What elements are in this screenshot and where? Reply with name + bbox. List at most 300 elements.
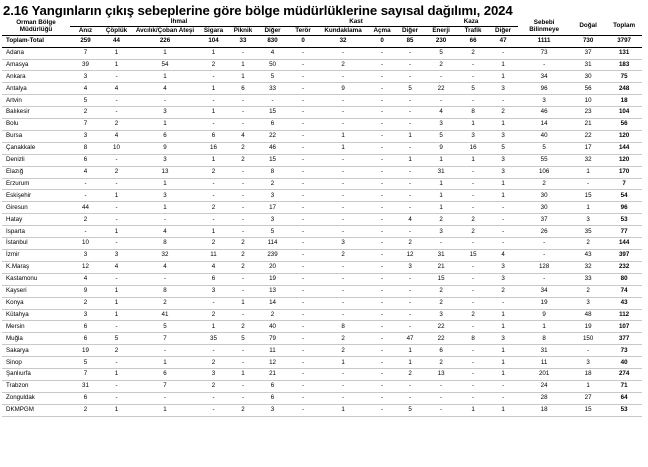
- table-cell: 3: [70, 309, 101, 321]
- table-cell: -: [424, 95, 458, 107]
- table-cell: 27: [570, 392, 606, 404]
- table-cell: 18: [606, 95, 642, 107]
- table-cell: 4: [229, 130, 257, 142]
- table-cell: -: [396, 178, 424, 190]
- table-cell: -: [488, 380, 518, 392]
- table-cell: 128: [518, 261, 570, 273]
- subheader: Açma: [368, 27, 396, 36]
- region-name: Sakarya: [2, 345, 70, 357]
- table-cell: -: [288, 202, 318, 214]
- table-cell: 7: [132, 380, 198, 392]
- table-cell: -: [229, 273, 257, 285]
- table-cell: 5: [424, 130, 458, 142]
- table-cell: -: [101, 392, 132, 404]
- table-cell: 9: [132, 142, 198, 154]
- total-cell: 259: [70, 36, 101, 48]
- table-row: [2, 345, 642, 357]
- region-name: İzmir: [2, 250, 70, 262]
- subheader: Kundaklama: [318, 27, 368, 36]
- table-cell: 1: [488, 119, 518, 131]
- table-cell: -: [396, 107, 424, 119]
- table-cell: -: [288, 273, 318, 285]
- table-cell: -: [288, 178, 318, 190]
- table-cell: 54: [132, 59, 198, 71]
- table-cell: 22: [424, 321, 458, 333]
- table-cell: 1: [229, 71, 257, 83]
- table-cell: -: [288, 357, 318, 369]
- table-cell: 5: [70, 95, 101, 107]
- table-cell: -: [318, 297, 368, 309]
- table-cell: 6: [70, 392, 101, 404]
- table-cell: 2: [424, 357, 458, 369]
- table-cell: 8: [132, 285, 198, 297]
- region-name: Eskişehir: [2, 190, 70, 202]
- region-name: Kayseri: [2, 285, 70, 297]
- table-row: [2, 285, 642, 297]
- table-cell: -: [368, 285, 396, 297]
- table-cell: -: [518, 238, 570, 250]
- table-cell: 17: [570, 142, 606, 154]
- table-cell: 1: [132, 71, 198, 83]
- table-cell: 1: [488, 321, 518, 333]
- table-cell: -: [458, 71, 488, 83]
- table-cell: 248: [606, 83, 642, 95]
- table-cell: 2: [458, 226, 488, 238]
- table-cell: 6: [198, 130, 229, 142]
- table-cell: 3: [488, 273, 518, 285]
- table-cell: -: [396, 285, 424, 297]
- table-cell: 3: [488, 333, 518, 345]
- table-row: [2, 226, 642, 238]
- table-cell: 34: [518, 285, 570, 297]
- subheader: Piknik: [229, 27, 257, 36]
- table-row: [2, 392, 642, 404]
- total-cell: 66: [458, 36, 488, 48]
- table-cell: 21: [424, 261, 458, 273]
- table-cell: -: [368, 345, 396, 357]
- table-cell: 20: [257, 261, 288, 273]
- table-row: [2, 238, 642, 250]
- table-cell: 1: [488, 404, 518, 416]
- table-cell: -: [318, 261, 368, 273]
- table-cell: 1: [132, 178, 198, 190]
- table-cell: -: [132, 345, 198, 357]
- table-cell: 2: [488, 107, 518, 119]
- table-cell: 2: [257, 178, 288, 190]
- region-name: Mersin: [2, 321, 70, 333]
- table-cell: -: [229, 214, 257, 226]
- table-cell: 15: [257, 154, 288, 166]
- table-cell: 9: [318, 83, 368, 95]
- table-cell: -: [396, 166, 424, 178]
- table-cell: 53: [606, 404, 642, 416]
- table-cell: 4: [132, 261, 198, 273]
- table-cell: 79: [257, 333, 288, 345]
- table-cell: -: [101, 238, 132, 250]
- table-cell: -: [458, 380, 488, 392]
- table-cell: -: [198, 119, 229, 131]
- table-cell: 232: [606, 261, 642, 273]
- region-name: Kastamonu: [2, 273, 70, 285]
- table-cell: 1: [424, 190, 458, 202]
- table-cell: -: [458, 392, 488, 404]
- table-cell: 3: [70, 130, 101, 142]
- table-row: [2, 142, 642, 154]
- table-cell: -: [229, 392, 257, 404]
- region-name: Hatay: [2, 214, 70, 226]
- table-cell: 54: [606, 190, 642, 202]
- table-cell: -: [318, 71, 368, 83]
- table-cell: 31: [424, 250, 458, 262]
- table-cell: 3: [257, 190, 288, 202]
- table-cell: 30: [518, 190, 570, 202]
- table-cell: 35: [198, 333, 229, 345]
- header-kast: Kast: [288, 18, 424, 27]
- table-cell: -: [318, 369, 368, 381]
- region-name: Amasya: [2, 59, 70, 71]
- table-cell: 32: [570, 154, 606, 166]
- total-cell: 33: [229, 36, 257, 48]
- table-cell: -: [488, 202, 518, 214]
- table-cell: 21: [257, 369, 288, 381]
- table-cell: -: [198, 71, 229, 83]
- table-cell: 1: [396, 130, 424, 142]
- table-cell: 3: [198, 285, 229, 297]
- table-cell: 1: [318, 357, 368, 369]
- total-cell: 1111: [518, 36, 570, 48]
- table-cell: -: [396, 71, 424, 83]
- table-cell: 7: [70, 119, 101, 131]
- total-cell: 230: [424, 36, 458, 48]
- table-cell: 1: [488, 345, 518, 357]
- table-cell: 32: [132, 250, 198, 262]
- table-cell: -: [368, 83, 396, 95]
- table-cell: 37: [518, 214, 570, 226]
- table-cell: -: [396, 59, 424, 71]
- table-row: [2, 321, 642, 333]
- table-cell: 3: [70, 250, 101, 262]
- table-cell: -: [318, 107, 368, 119]
- table-cell: 2: [198, 202, 229, 214]
- table-cell: -: [488, 95, 518, 107]
- region-rows: [2, 47, 642, 416]
- total-cell: 104: [198, 36, 229, 48]
- table-cell: 131: [606, 47, 642, 59]
- table-cell: -: [288, 250, 318, 262]
- table-cell: 3: [257, 214, 288, 226]
- region-name: Giresun: [2, 202, 70, 214]
- table-cell: 1: [424, 154, 458, 166]
- table-cell: 1: [318, 130, 368, 142]
- table-cell: 5: [229, 333, 257, 345]
- table-cell: 1: [132, 404, 198, 416]
- table-cell: -: [288, 285, 318, 297]
- table-cell: -: [396, 226, 424, 238]
- table-cell: -: [288, 154, 318, 166]
- region-name: Isparta: [2, 226, 70, 238]
- table-cell: 1: [132, 202, 198, 214]
- header-sebebi: Sebebi Bilinmeye: [518, 18, 570, 36]
- table-cell: -: [488, 214, 518, 226]
- total-cell: 47: [488, 36, 518, 48]
- table-cell: 2: [518, 178, 570, 190]
- total-cell: 730: [570, 36, 606, 48]
- table-cell: -: [368, 273, 396, 285]
- table-cell: 22: [424, 83, 458, 95]
- table-cell: -: [229, 119, 257, 131]
- region-name: Bursa: [2, 130, 70, 142]
- table-cell: 274: [606, 369, 642, 381]
- table-cell: -: [368, 107, 396, 119]
- table-cell: -: [368, 297, 396, 309]
- table-cell: 8: [257, 166, 288, 178]
- table-cell: 1: [396, 345, 424, 357]
- table-cell: 3: [570, 214, 606, 226]
- table-cell: 1: [101, 404, 132, 416]
- table-cell: 170: [606, 166, 642, 178]
- table-cell: 2: [570, 238, 606, 250]
- table-cell: -: [368, 392, 396, 404]
- table-cell: 1: [488, 71, 518, 83]
- table-cell: -: [368, 369, 396, 381]
- table-cell: 8: [70, 142, 101, 154]
- table-cell: 1: [396, 154, 424, 166]
- total-cell: 32: [318, 36, 368, 48]
- region-name: Zonguldak: [2, 392, 70, 404]
- table-cell: -: [198, 190, 229, 202]
- table-cell: 43: [570, 250, 606, 262]
- table-cell: -: [318, 119, 368, 131]
- table-row: [2, 309, 642, 321]
- region-name: Çanakkale: [2, 142, 70, 154]
- region-name: Erzurum: [2, 178, 70, 190]
- table-cell: -: [70, 190, 101, 202]
- table-cell: 6: [70, 321, 101, 333]
- table-cell: -: [368, 178, 396, 190]
- table-cell: -: [424, 380, 458, 392]
- table-cell: 4: [488, 250, 518, 262]
- table-cell: -: [368, 214, 396, 226]
- table-cell: 34: [518, 71, 570, 83]
- subheader: Terör: [288, 27, 318, 36]
- subheader: Enerji: [424, 27, 458, 36]
- table-cell: -: [318, 95, 368, 107]
- table-cell: 2: [488, 285, 518, 297]
- table-cell: -: [488, 297, 518, 309]
- table-row: [2, 107, 642, 119]
- table-cell: -: [318, 273, 368, 285]
- table-cell: -: [198, 178, 229, 190]
- table-cell: 5: [424, 47, 458, 59]
- table-cell: -: [424, 404, 458, 416]
- table-row: [2, 47, 642, 59]
- table-cell: -: [288, 321, 318, 333]
- total-cell: 44: [101, 36, 132, 48]
- table-cell: 4: [132, 83, 198, 95]
- table-cell: 2: [229, 238, 257, 250]
- table-cell: -: [70, 178, 101, 190]
- table-cell: -: [368, 357, 396, 369]
- total-cell: 0: [288, 36, 318, 48]
- table-cell: 46: [257, 142, 288, 154]
- header-region: Orman Bölge Müdürlüğü: [2, 18, 70, 36]
- table-cell: -: [101, 380, 132, 392]
- table-row: [2, 202, 642, 214]
- table-cell: -: [570, 178, 606, 190]
- region-name: Sinop: [2, 357, 70, 369]
- table-cell: 4: [257, 47, 288, 59]
- table-cell: 106: [518, 166, 570, 178]
- table-cell: 1: [518, 321, 570, 333]
- table-cell: 397: [606, 250, 642, 262]
- table-row: [2, 250, 642, 262]
- table-cell: 239: [257, 250, 288, 262]
- table-cell: 4: [70, 166, 101, 178]
- table-cell: 3: [570, 297, 606, 309]
- table-cell: 9: [70, 285, 101, 297]
- table-cell: 40: [257, 321, 288, 333]
- table-cell: 7: [606, 178, 642, 190]
- table-cell: -: [132, 273, 198, 285]
- table-cell: -: [368, 71, 396, 83]
- table-cell: 1: [488, 178, 518, 190]
- table-cell: 1: [488, 309, 518, 321]
- table-cell: 3: [488, 130, 518, 142]
- region-name: Denizli: [2, 154, 70, 166]
- table-cell: -: [396, 142, 424, 154]
- table-cell: -: [288, 47, 318, 59]
- table-cell: -: [229, 47, 257, 59]
- table-cell: 50: [257, 59, 288, 71]
- table-cell: 14: [518, 119, 570, 131]
- table-cell: 4: [70, 83, 101, 95]
- table-cell: -: [132, 214, 198, 226]
- table-cell: 2: [318, 59, 368, 71]
- table-cell: 73: [518, 47, 570, 59]
- table-cell: 47: [396, 333, 424, 345]
- table-cell: -: [396, 47, 424, 59]
- table-cell: 6: [70, 333, 101, 345]
- table-cell: -: [368, 47, 396, 59]
- table-cell: 120: [606, 154, 642, 166]
- table-cell: -: [368, 380, 396, 392]
- table-cell: 2: [229, 142, 257, 154]
- table-cell: 74: [606, 285, 642, 297]
- table-cell: 3: [424, 119, 458, 131]
- table-cell: 12: [396, 250, 424, 262]
- table-cell: -: [518, 250, 570, 262]
- table-row: [2, 83, 642, 95]
- table-cell: 3: [424, 226, 458, 238]
- table-cell: 5: [488, 142, 518, 154]
- table-cell: -: [570, 345, 606, 357]
- table-cell: 3: [458, 130, 488, 142]
- header-toplam: Toplam: [606, 18, 642, 36]
- table-cell: 31: [570, 59, 606, 71]
- table-cell: 1: [198, 107, 229, 119]
- table-cell: 6: [70, 154, 101, 166]
- total-cell: 85: [396, 36, 424, 48]
- table-cell: -: [257, 95, 288, 107]
- table-cell: -: [318, 214, 368, 226]
- table-cell: 9: [424, 142, 458, 154]
- table-cell: 1: [101, 59, 132, 71]
- table-cell: 15: [458, 250, 488, 262]
- table-cell: -: [318, 380, 368, 392]
- table-cell: 2: [229, 321, 257, 333]
- table-row: [2, 273, 642, 285]
- table-cell: -: [101, 107, 132, 119]
- header-dogal: Doğal: [570, 18, 606, 36]
- table-cell: -: [368, 238, 396, 250]
- table-cell: 1: [229, 369, 257, 381]
- page-title: 2.16 Yangınların çıkış sebeplerine göre bölge müdürlüklerine sayısal dağılımı, 2024: [3, 3, 513, 18]
- table-cell: 1: [458, 404, 488, 416]
- table-cell: 1: [570, 202, 606, 214]
- table-cell: -: [368, 226, 396, 238]
- table-cell: 8: [458, 333, 488, 345]
- table-cell: -: [101, 321, 132, 333]
- table-cell: -: [318, 47, 368, 59]
- table-cell: -: [288, 297, 318, 309]
- table-cell: -: [458, 273, 488, 285]
- table-cell: -: [424, 238, 458, 250]
- table-cell: 21: [570, 119, 606, 131]
- table-cell: -: [318, 154, 368, 166]
- table-cell: 77: [606, 226, 642, 238]
- table-cell: 1: [396, 357, 424, 369]
- table-cell: 2: [424, 214, 458, 226]
- table-cell: -: [288, 95, 318, 107]
- table-cell: 53: [606, 214, 642, 226]
- table-cell: 2: [101, 119, 132, 131]
- table-cell: -: [368, 130, 396, 142]
- table-cell: 1: [198, 83, 229, 95]
- table-cell: 4: [198, 261, 229, 273]
- table-cell: 1: [318, 142, 368, 154]
- table-cell: -: [458, 166, 488, 178]
- table-cell: -: [318, 226, 368, 238]
- table-cell: -: [368, 202, 396, 214]
- table-cell: 2: [198, 380, 229, 392]
- table-cell: -: [288, 226, 318, 238]
- table-cell: -: [288, 369, 318, 381]
- table-row: [2, 95, 642, 107]
- table-cell: -: [288, 404, 318, 416]
- table-cell: 112: [606, 309, 642, 321]
- table-cell: 5: [132, 321, 198, 333]
- table-cell: 7: [70, 47, 101, 59]
- table-cell: 11: [198, 250, 229, 262]
- table-cell: -: [229, 345, 257, 357]
- table-cell: 14: [257, 297, 288, 309]
- table-cell: -: [198, 392, 229, 404]
- table-cell: 75: [606, 71, 642, 83]
- table-cell: 12: [257, 357, 288, 369]
- table-cell: 56: [570, 83, 606, 95]
- region-name: DKMPGM: [2, 404, 70, 416]
- table-cell: -: [229, 107, 257, 119]
- table-row: [2, 380, 642, 392]
- table-cell: 15: [570, 404, 606, 416]
- table-cell: 4: [132, 226, 198, 238]
- table-row: [2, 357, 642, 369]
- table-row: [2, 190, 642, 202]
- table-cell: -: [396, 190, 424, 202]
- table-cell: 6: [132, 130, 198, 142]
- table-cell: 1: [570, 166, 606, 178]
- table-cell: -: [101, 71, 132, 83]
